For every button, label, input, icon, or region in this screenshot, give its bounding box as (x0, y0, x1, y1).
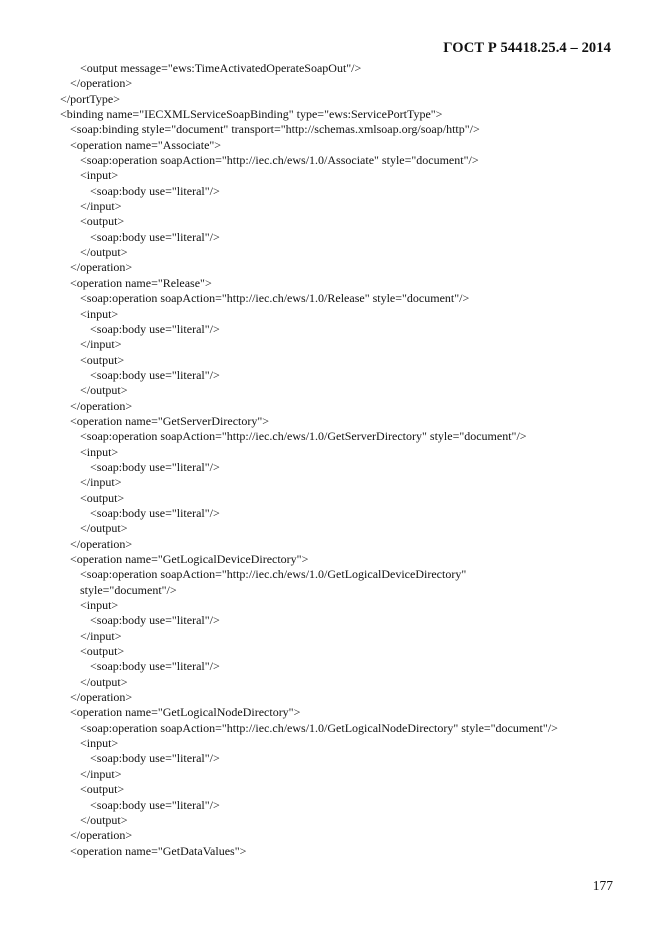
code-line: <input> (80, 306, 119, 321)
code-line: </output> (80, 383, 128, 398)
code-line: <operation name="Release"> (70, 275, 212, 290)
code-line: <soap:binding style="document" transport="http://schemas.xmlsoap.org/soap/http"/> (70, 122, 480, 137)
code-line: </input> (80, 475, 122, 490)
code-line: </input> (80, 199, 122, 214)
code-line: <operation name="GetLogicalDeviceDirectory"> (70, 552, 309, 566)
xml-code-listing (60, 61, 620, 859)
code-line: <soap:body use="literal"/> (90, 229, 220, 244)
code-line: <soap:body use="literal"/> (90, 321, 220, 336)
code-line: </output> (80, 674, 128, 689)
code-line: <input> (80, 598, 119, 613)
code-line: </input> (80, 628, 122, 643)
code-line: </output> (80, 245, 128, 260)
code-line: <soap:body use="literal"/> (90, 183, 220, 198)
code-line: </operation> (70, 76, 133, 91)
code-line: <soap:body use="literal"/> (90, 751, 220, 766)
code-line: </input> (80, 766, 122, 781)
code-line: </operation> (70, 260, 133, 275)
code-line: <input> (80, 736, 119, 751)
code-line: <operation name="GetLogicalNodeDirectory"> (70, 705, 301, 720)
code-line: <soap:operation soapAction="http://iec.ch/ews/1.0/GetLogicalDeviceDirectory" (80, 567, 467, 582)
code-line: <output> (80, 782, 125, 797)
code-line: <operation name="Associate"> (70, 137, 222, 152)
code-line: </portType> (60, 91, 121, 106)
code-line: </output> (80, 521, 128, 536)
code-line: <output message="ews:TimeActivatedOperateSoapOut"/> (80, 61, 362, 75)
code-line: <soap:body use="literal"/> (90, 659, 220, 674)
code-line: <soap:body use="literal"/> (90, 459, 220, 474)
code-line: </output> (80, 812, 128, 827)
standard-designation: ГОСТ Р 54418.25.4 – 2014 (443, 40, 611, 56)
code-line: <soap:operation soapAction="http://iec.ch/ews/1.0/GetLogicalNodeDirectory" style="document"/> (80, 720, 558, 735)
code-line: <operation name="GetServerDirectory"> (70, 413, 270, 428)
code-line: </operation> (70, 690, 133, 705)
code-line: <output> (80, 490, 125, 505)
code-line: </operation> (70, 398, 133, 413)
code-line: <soap:body use="literal"/> (90, 367, 220, 382)
code-line: <input> (80, 444, 119, 459)
code-line: <soap:operation soapAction="http://iec.ch/ews/1.0/Associate" style="document"/> (80, 153, 479, 168)
code-line: style="document"/> (80, 582, 177, 597)
code-line: <binding name="IECXMLServiceSoapBinding" type="ews:ServicePortType"> (60, 107, 443, 122)
code-line: <soap:body use="literal"/> (90, 613, 220, 628)
code-line: <soap:operation soapAction="http://iec.ch/ews/1.0/GetServerDirectory" style="document"/> (80, 429, 527, 444)
code-line: </operation> (70, 536, 133, 551)
code-line: <soap:operation soapAction="http://iec.ch/ews/1.0/Release" style="document"/> (80, 291, 470, 306)
code-line: <soap:body use="literal"/> (90, 797, 220, 812)
code-line: </operation> (70, 828, 133, 843)
code-line: <soap:body use="literal"/> (90, 505, 220, 520)
code-line: <output> (80, 214, 125, 229)
code-line: <output> (80, 352, 125, 367)
code-line: <output> (80, 644, 125, 659)
code-line: <input> (80, 168, 119, 183)
code-line: </input> (80, 337, 122, 352)
page-number: 177 (592, 878, 613, 893)
code-line: <operation name="GetDataValues"> (70, 843, 247, 858)
